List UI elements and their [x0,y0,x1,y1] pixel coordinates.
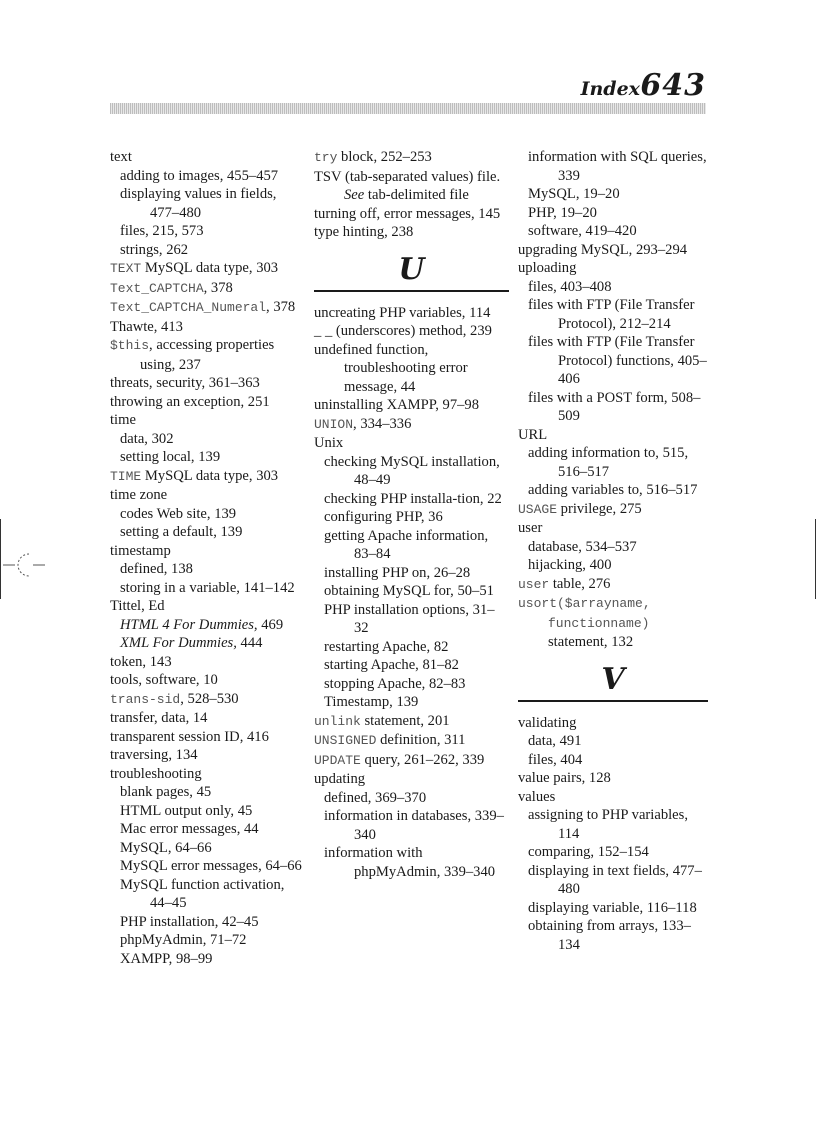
index-subentry: defined, 369–370 [324,789,427,806]
entry-text: definition, 311 [376,732,466,748]
book-title: HTML 4 For Dummies, [120,616,258,633]
code-term: TEXT [110,261,142,276]
index-subentry: hijacking, 400 [528,557,612,573]
index-subentry: PHP installation, 42–45 [120,913,259,930]
index-subentry: storing in a variable, 141–142 [120,579,295,596]
index-entry: validating [518,714,577,731]
see-reference: See [344,187,365,203]
index-subentry: information with phpMyAdmin, 339–340 [324,845,496,880]
index-entry: threats, security, 361–363 [110,375,260,391]
code-term: try [314,150,338,165]
code-term: UNSIGNED [314,733,377,748]
index-entry: user [518,520,543,536]
index-subentry: PHP, 19–20 [528,204,597,221]
code-term: TIME [110,468,142,484]
entry-text: query, 261–262, 339 [360,751,485,768]
index-subentry: files, 403–408 [528,278,612,295]
index-subentry: codes Web site, 139 [120,505,237,522]
entry-text: tab-delimited file [364,187,469,203]
letter-heading-v: V [601,661,625,697]
index-subentry: files, 215, 573 [120,223,204,239]
code-term: usort($arrayname, functionname) [518,596,651,631]
letter-divider [518,700,708,702]
index-subentry: information in databases, 339–340 [324,808,504,843]
index-subentry: configuring PHP, 36 [324,509,443,525]
entry-text: MySQL data type, 303 [141,260,279,276]
index-entry: time zone [110,487,168,503]
index-subentry: checking PHP installa-tion, 22 [324,490,502,507]
index-entry: text [110,149,132,165]
section-title: Index [580,78,640,100]
index-entry [110,336,305,374]
index-entry: Unix [314,435,344,451]
entry-text: TSV (tab-separated values) file. [314,168,501,185]
index-subentry: stopping Apache, 82–83 [324,675,466,692]
index-entry: Thawte, 413 [110,318,183,335]
entry-text: table, 276 [549,575,611,592]
index-entry: transparent session ID, 416 [110,728,269,745]
index-column-3 [518,148,708,954]
book-title: XML For Dummies, [120,635,237,651]
index-entry: throwing an exception, 251 [110,393,270,410]
code-term: trans-sid [110,691,181,707]
index-subentry: starting Apache, 81–82 [324,657,459,673]
running-header [110,68,706,103]
index-entry: tools, software, 10 [110,672,218,688]
index-column-2 [314,148,509,881]
entry-text: , 378 [266,299,296,315]
index-subentry: MySQL, 64–66 [120,839,212,856]
code-term: USAGE [518,501,558,517]
index-entry [314,168,509,205]
index-subentry: files with FTP (File Transfer Protocol) functions, 405–406 [528,334,707,387]
index-entry: type hinting, 238 [314,224,414,240]
entry-text: 469 [257,616,284,633]
index-subentry: getting Apache information, 83–84 [324,527,489,562]
index-subentry: comparing, 152–154 [528,844,649,860]
code-term: Text_CAPTCHA_Numeral [110,300,267,315]
index-subentry: data, 491 [528,733,582,749]
index-subentry: assigning to PHP variables, 114 [528,807,688,842]
entry-text: privilege, 275 [557,500,642,517]
index-entry [314,712,509,732]
index-subentry: displaying values in fields, 477–480 [120,186,277,221]
header-rule [110,103,706,114]
index-subentry: displaying variable, 116–118 [528,899,697,916]
entry-text: , 378 [203,279,233,296]
code-term: Text_CAPTCHA [110,280,204,296]
code-term: $this [110,338,150,353]
index-subentry: Timestamp, 139 [324,694,419,710]
index-entry [518,594,708,652]
index-subentry [110,634,305,653]
index-entry: URL [518,426,548,443]
crop-mark-icon [3,548,45,582]
index-entry: value pairs, 128 [518,770,611,786]
index-entry [314,415,509,435]
index-subentry: restarting Apache, 82 [324,638,449,655]
index-entry [518,500,708,520]
index-entry [314,751,509,771]
index-subentry: HTML output only, 45 [120,802,253,819]
index-subentry: strings, 262 [120,241,189,258]
index-entry: Tittel, Ed [110,598,165,614]
index-entry [110,467,305,487]
index-subentry: files with FTP (File Transfer Protocol), 212–214 [528,297,695,332]
index-subentry: MySQL error messages, 64–66 [120,858,302,874]
index-subentry: defined, 138 [120,561,193,577]
code-term: unlink [314,713,361,729]
index-subentry: obtaining MySQL for, 50–51 [324,583,494,599]
index-subentry: software, 419–420 [528,223,637,239]
index-subentry: files with a POST form, 508–509 [528,389,701,424]
index-entry: values [518,788,556,805]
binding-edge-left [0,519,1,599]
index-subentry: installing PHP on, 26–28 [324,564,471,581]
index-entry: uninstalling XAMPP, 97–98 [314,397,480,413]
index-subentry: information with SQL queries, 339 [528,149,707,184]
index-entry: troubleshooting [110,765,202,782]
index-subentry: adding information to, 515, 516–517 [528,445,689,480]
code-term: UPDATE [314,752,361,768]
index-subentry: MySQL function activation, 44–45 [120,876,285,911]
index-entry [110,279,305,299]
entry-text: , 528–530 [180,690,239,707]
index-entry: traversing, 134 [110,747,198,763]
index-entry: upgrading MySQL, 293–294 [518,241,688,258]
index-subentry [110,616,305,635]
entry-text: MySQL data type, 303 [141,467,279,484]
index-subentry: adding to images, 455–457 [120,167,279,184]
index-subentry: phpMyAdmin, 71–72 [120,932,247,948]
index-entry [518,575,708,595]
index-entry: turning off, error messages, 145 [314,205,501,222]
index-entry: uploading [518,260,577,276]
index-subentry: blank pages, 45 [120,784,212,800]
entry-text: statement, 132 [548,634,634,650]
index-subentry: files, 404 [528,751,583,768]
index-subentry: database, 534–537 [528,538,637,555]
index-column-1 [110,148,305,968]
index-entry: updating [314,771,366,787]
index-subentry: PHP installation options, 31–32 [324,601,495,636]
index-subentry: displaying in text fields, 477–480 [528,862,702,897]
index-entry: _ _ (underscores) method, 239 [314,323,492,339]
entry-text: , 334–336 [353,415,412,432]
code-term: UNION [314,416,354,432]
index-subentry: obtaining from arrays, 133–134 [528,918,691,953]
code-term: user [518,576,550,592]
entry-text: block, 252–253 [337,149,432,165]
letter-heading-u: U [398,251,425,287]
entry-text: statement, 201 [360,712,450,729]
entry-text: 444 [236,635,263,651]
index-subentry: Mac error messages, 44 [120,821,259,837]
index-subentry: setting a default, 139 [120,524,243,540]
index-entry [110,298,305,318]
letter-divider [314,290,509,292]
index-subentry: MySQL, 19–20 [528,186,620,202]
index-entry: uncreating PHP variables, 114 [314,304,491,321]
index-entry: timestamp [110,542,171,559]
index-entry [314,731,509,751]
index-entry [314,148,509,168]
entry-text: , accessing properties using, 237 [140,337,275,373]
page-number: 643 [640,68,706,103]
index-entry: transfer, data, 14 [110,710,208,726]
index-entry [110,690,305,710]
index-subentry: setting local, 139 [120,449,221,465]
index-entry: undefined function, troubleshooting error message, 44 [314,341,468,395]
index-entry [110,259,305,279]
index-entry: token, 143 [110,653,172,670]
index-subentry: data, 302 [120,430,174,447]
index-subentry: checking MySQL installation, 48–49 [324,453,500,488]
index-subentry: XAMPP, 98–99 [120,950,213,967]
index-subentry: adding variables to, 516–517 [528,482,698,498]
index-entry: time [110,412,136,428]
